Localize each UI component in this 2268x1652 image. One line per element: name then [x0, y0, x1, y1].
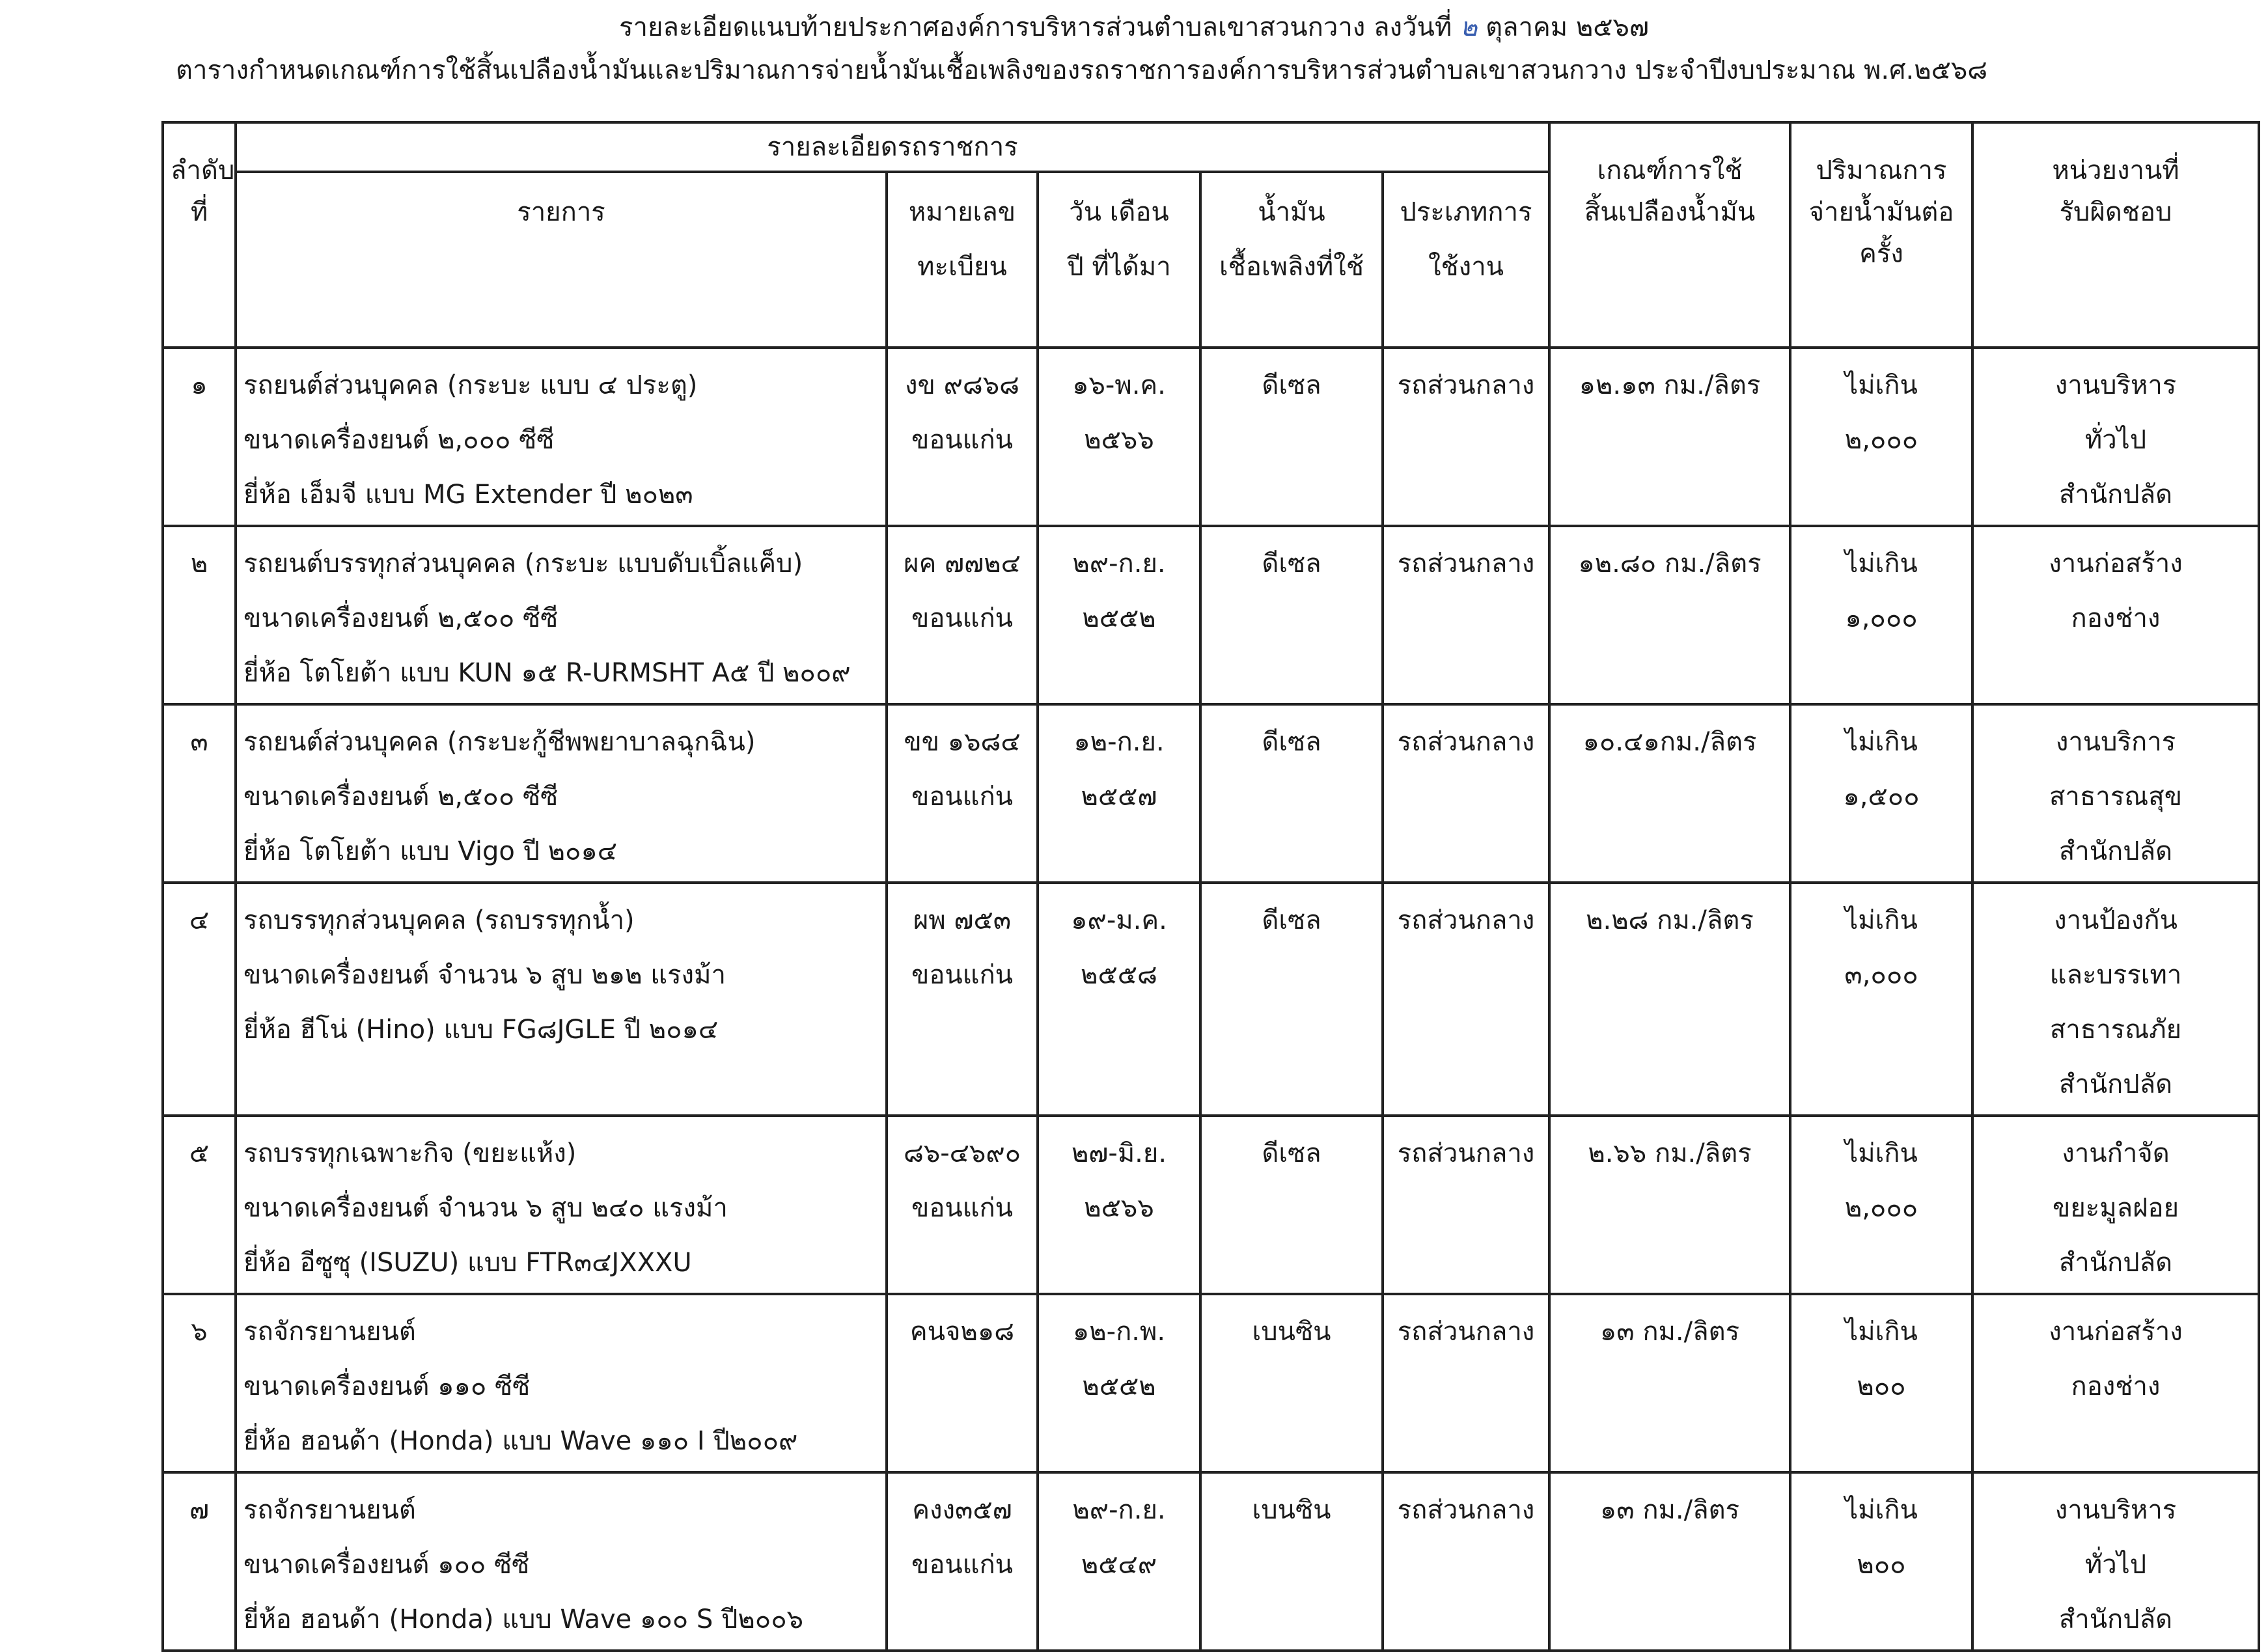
- cell-plate: คนจ๒๑๘: [887, 1294, 1038, 1472]
- cell-fuel: ดีเซล: [1200, 704, 1383, 883]
- cell-description: รถจักรยานยนต์ ขนาดเครื่องยนต์ ๑๑๐ ซีซี ยี่ห้อ ฮอนด้า (Honda) แบบ Wave ๑๑๐ I ปี๒๐๐๙: [236, 1294, 887, 1472]
- cell-fuel: เบนซิน: [1200, 1294, 1383, 1472]
- cell-order: ๓: [163, 704, 236, 883]
- cell-usage: รถส่วนกลาง: [1383, 883, 1549, 1116]
- header-criteria: เกณฑ์การใช้ สิ้นเปลืองน้ำมัน: [1549, 122, 1790, 348]
- cell-usage: รถส่วนกลาง: [1383, 348, 1549, 526]
- header-dept: หน่วยงานที่ รับผิดชอบ: [1972, 122, 2259, 348]
- cell-criteria: ๑๒.๑๓ กม./ลิตร: [1549, 348, 1790, 526]
- table-row: [163, 1294, 2259, 1472]
- cell-date: ๑๙-ม.ค. ๒๕๕๘: [1038, 883, 1200, 1116]
- cell-criteria: ๒.๒๘ กม./ลิตร: [1549, 883, 1790, 1116]
- cell-dept: งานกำจัด ขยะมูลฝอย สำนักปลัด: [1972, 1116, 2259, 1294]
- table-row: [163, 883, 2259, 1116]
- header-order: ลำดับ ที่: [163, 122, 236, 348]
- cell-usage: รถส่วนกลาง: [1383, 526, 1549, 704]
- title-text: รายละเอียดแนบท้ายประกาศองค์การบริหารส่วนตำบลเขาสวนกวาง ลงวันที่: [619, 12, 1452, 42]
- cell-criteria: ๒.๖๖ กม./ลิตร: [1549, 1116, 1790, 1294]
- cell-amount: ไม่เกิน ๑,๕๐๐: [1790, 704, 1972, 883]
- cell-dept: งานบริการ สาธารณสุข สำนักปลัด: [1972, 704, 2259, 883]
- cell-order: ๒: [163, 526, 236, 704]
- document-title: [0, 9, 2268, 46]
- cell-description: รถจักรยานยนต์ ขนาดเครื่องยนต์ ๑๐๐ ซีซี ยี่ห้อ ฮอนด้า (Honda) แบบ Wave ๑๐๐ S ปี๒๐๐๖: [236, 1472, 887, 1651]
- cell-dept: งานก่อสร้าง กองช่าง: [1972, 526, 2259, 704]
- table-row: [163, 1472, 2259, 1651]
- cell-criteria: ๑๓ กม./ลิตร: [1549, 1472, 1790, 1651]
- cell-description: รถบรรทุกส่วนบุคคล (รถบรรทุกน้ำ) ขนาดเครื่องยนต์ จำนวน ๖ สูบ ๒๑๒ แรงม้า ยี่ห้อ ฮีโน่ (Hino) แบบ FG๘JGLE ปี ๒๐๑๔: [236, 883, 887, 1116]
- table-row: [163, 704, 2259, 883]
- cell-date: ๑๒-ก.ย. ๒๕๕๗: [1038, 704, 1200, 883]
- title-month-year: ตุลาคม ๒๕๖๗: [1486, 12, 1649, 42]
- header-date: วัน เดือน ปี ที่ได้มา: [1038, 172, 1200, 348]
- cell-date: ๒๙-ก.ย. ๒๕๔๙: [1038, 1472, 1200, 1651]
- header-fuel: น้ำมัน เชื้อเพลิงที่ใช้: [1200, 172, 1383, 348]
- cell-usage: รถส่วนกลาง: [1383, 1294, 1549, 1472]
- table-title: ตารางกำหนดเกณฑ์การใช้สิ้นเปลืองน้ำมันและปริมาณการจ่ายน้ำมันเชื้อเพลิงของรถราชการองค์การบริหารส่วนตำบลเขาสวนกวาง ประจำปีงบประมาณ พ.ศ.๒๕๖๘: [176, 55, 1988, 85]
- cell-plate: ผค ๗๗๒๔ ขอนแก่น: [887, 526, 1038, 704]
- header-vehicle-details: รายละเอียดรถราชการ: [236, 122, 1549, 172]
- cell-order: ๔: [163, 883, 236, 1116]
- cell-criteria: ๑๐.๔๑กม./ลิตร: [1549, 704, 1790, 883]
- cell-amount: ไม่เกิน ๒,๐๐๐: [1790, 348, 1972, 526]
- cell-usage: รถส่วนกลาง: [1383, 1472, 1549, 1651]
- cell-date: ๒๗-มิ.ย. ๒๕๖๖: [1038, 1116, 1200, 1294]
- cell-criteria: ๑๓ กม./ลิตร: [1549, 1294, 1790, 1472]
- cell-dept: งานบริหาร ทั่วไป สำนักปลัด: [1972, 348, 2259, 526]
- cell-usage: รถส่วนกลาง: [1383, 1116, 1549, 1294]
- cell-amount: ไม่เกิน ๒๐๐: [1790, 1294, 1972, 1472]
- cell-amount: ไม่เกิน ๓,๐๐๐: [1790, 883, 1972, 1116]
- cell-dept: งานก่อสร้าง กองช่าง: [1972, 1294, 2259, 1472]
- cell-plate: ผพ ๗๕๓ ขอนแก่น: [887, 883, 1038, 1116]
- cell-description: รถยนต์ส่วนบุคคล (กระบะ แบบ ๔ ประตู) ขนาดเครื่องยนต์ ๒,๐๐๐ ซีซี ยี่ห้อ เอ็มจี แบบ MG Extender ปี ๒๐๒๓: [236, 348, 887, 526]
- cell-fuel: ดีเซล: [1200, 1116, 1383, 1294]
- cell-description: รถยนต์บรรทุกส่วนบุคคล (กระบะ แบบดับเบิ้ลแค็บ) ขนาดเครื่องยนต์ ๒,๕๐๐ ซีซี ยี่ห้อ โตโยต้า แบบ KUN ๑๕ R-URMSHT A๕ ปี ๒๐๐๙: [236, 526, 887, 704]
- cell-criteria: ๑๒.๘๐ กม./ลิตร: [1549, 526, 1790, 704]
- cell-amount: ไม่เกิน ๑,๐๐๐: [1790, 526, 1972, 704]
- cell-order: ๗: [163, 1472, 236, 1651]
- header-row-top: [163, 122, 2259, 172]
- cell-amount: ไม่เกิน ๒,๐๐๐: [1790, 1116, 1972, 1294]
- cell-plate: คงง๓๕๗ ขอนแก่น: [887, 1472, 1038, 1651]
- cell-plate: งข ๙๘๖๘ ขอนแก่น: [887, 348, 1038, 526]
- header-usage: ประเภทการ ใช้งาน: [1383, 172, 1549, 348]
- cell-dept: งานป้องกัน และบรรเทา สาธารณภัย สำนักปลัด: [1972, 883, 2259, 1116]
- table-row: [163, 1116, 2259, 1294]
- cell-description: รถบรรทุกเฉพาะกิจ (ขยะแห้ง) ขนาดเครื่องยนต์ จำนวน ๖ สูบ ๒๔๐ แรงม้า ยี่ห้อ อีซูซุ (ISUZU) แบบ FTR๓๔JXXXU: [236, 1116, 887, 1294]
- cell-date: ๑๒-ก.พ. ๒๕๕๒: [1038, 1294, 1200, 1472]
- cell-amount: ไม่เกิน ๒๐๐: [1790, 1472, 1972, 1651]
- cell-order: ๕: [163, 1116, 236, 1294]
- cell-plate: ๘๖-๔๖๙๐ ขอนแก่น: [887, 1116, 1038, 1294]
- cell-description: รถยนต์ส่วนบุคคล (กระบะกู้ชีพพยาบาลฉุกฉิน) ขนาดเครื่องยนต์ ๒,๕๐๐ ซีซี ยี่ห้อ โตโยต้า แบบ Vigo ปี ๒๐๑๔: [236, 704, 887, 883]
- cell-date: ๑๖-พ.ค. ๒๕๖๖: [1038, 348, 1200, 526]
- cell-fuel: ดีเซล: [1200, 348, 1383, 526]
- cell-usage: รถส่วนกลาง: [1383, 704, 1549, 883]
- vehicle-fuel-table: [161, 121, 2260, 1652]
- cell-fuel: ดีเซล: [1200, 883, 1383, 1116]
- cell-order: ๑: [163, 348, 236, 526]
- cell-dept: งานบริหาร ทั่วไป สำนักปลัด: [1972, 1472, 2259, 1651]
- header-plate: หมายเลข ทะเบียน: [887, 172, 1038, 348]
- table-body: [163, 122, 2259, 1651]
- handwritten-day: ๒: [1459, 12, 1478, 42]
- cell-plate: ขข ๑๖๘๔ ขอนแก่น: [887, 704, 1038, 883]
- cell-fuel: ดีเซล: [1200, 526, 1383, 704]
- cell-fuel: เบนซิน: [1200, 1472, 1383, 1651]
- cell-order: ๖: [163, 1294, 236, 1472]
- header-item: รายการ: [236, 172, 887, 348]
- table-row: [163, 526, 2259, 704]
- cell-date: ๒๙-ก.ย. ๒๕๕๒: [1038, 526, 1200, 704]
- table-row: [163, 348, 2259, 526]
- header-amount: ปริมาณการ จ่ายน้ำมันต่อ ครั้ง: [1790, 122, 1972, 348]
